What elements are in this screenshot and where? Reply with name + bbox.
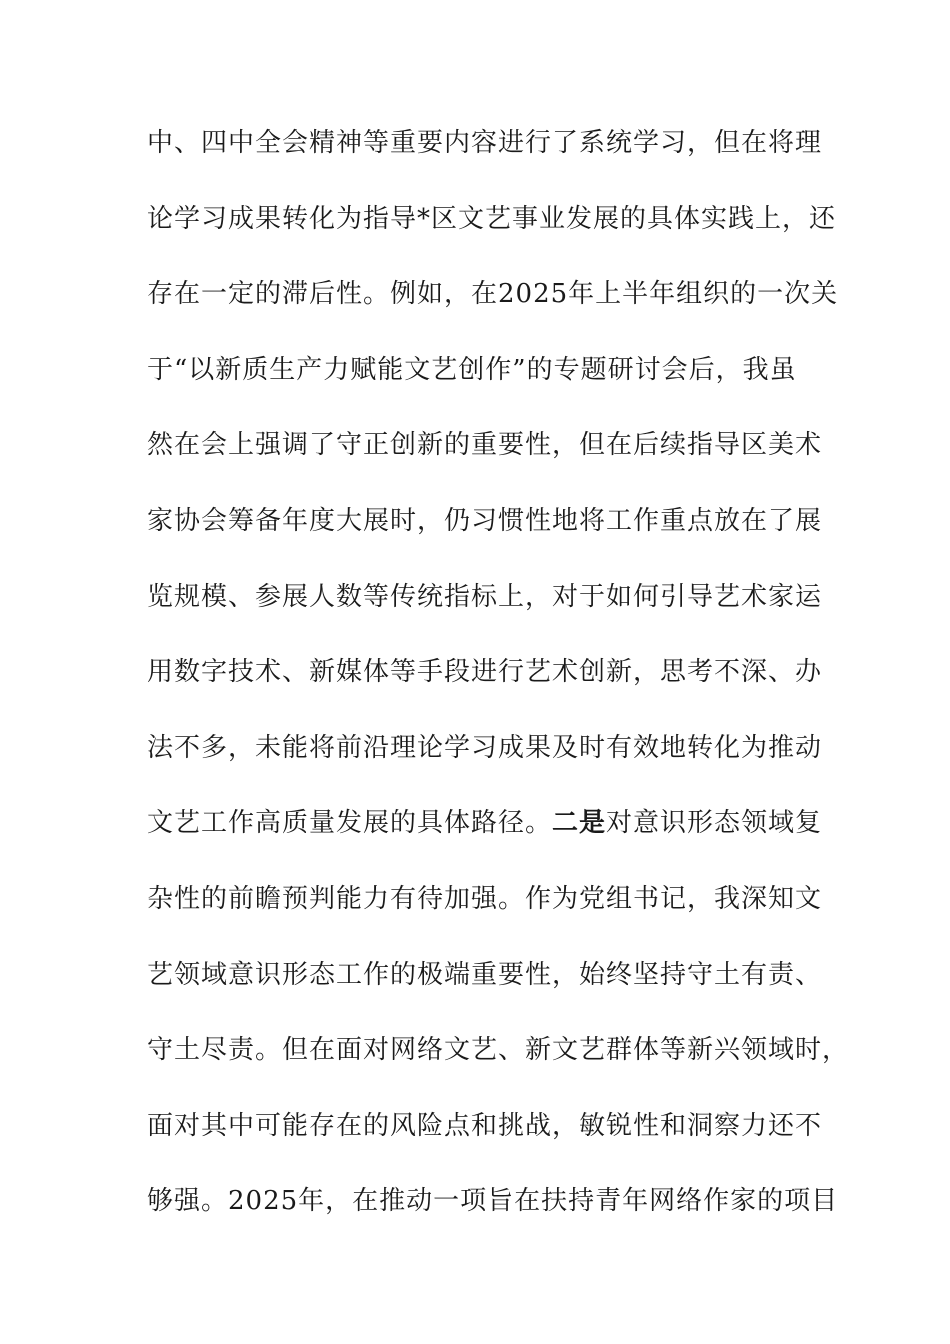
text-line: 法不多，未能将前沿理论学习成果及时有效地转化为推动: [147, 732, 823, 763]
text-line: 中、四中全会精神等重要内容进行了系统学习，但在将理: [147, 128, 823, 158]
text-line: 文艺工作高质量发展的具体路径。二是对意识形态领域复: [147, 808, 823, 839]
text-line: 艺领域意识形态工作的极端重要性，始终坚持守土有责、: [147, 959, 823, 990]
text-line: 于“以新质生产力赋能文艺创作”的专题研讨会后，我虽: [147, 354, 797, 385]
text-line: 用数字技术、新媒体等手段进行艺术创新，思考不深、办: [147, 657, 823, 688]
text-line: 够强。2025年，在推动一项旨在扶持青年网络作家的项目: [147, 1186, 839, 1217]
text-line: 家协会筹备年度大展时，仍习惯性地将工作重点放在了展: [147, 505, 823, 536]
text-line: 然在会上强调了守正创新的重要性，但在后续指导区美术: [147, 430, 823, 461]
body-text: [147, 121, 850, 1255]
text-line: 守土尽责。但在面对网络文艺、新文艺群体等新兴领域时，: [147, 1035, 850, 1066]
text-line: 面对其中可能存在的风险点和挑战，敏锐性和洞察力还不: [147, 1110, 823, 1141]
text-line: 存在一定的滞后性。例如，在2025年上半年组织的一次关: [147, 279, 839, 310]
point-marker-bold: 二是: [552, 808, 607, 839]
text-line: 杂性的前瞻预判能力有待加强。作为党组书记，我深知文: [147, 883, 823, 914]
text-line: 论学习成果转化为指导*区文艺事业发展的具体实践上，还: [147, 203, 837, 234]
text-line: 览规模、参展人数等传统指标上，对于如何引导艺术家运: [147, 581, 823, 612]
